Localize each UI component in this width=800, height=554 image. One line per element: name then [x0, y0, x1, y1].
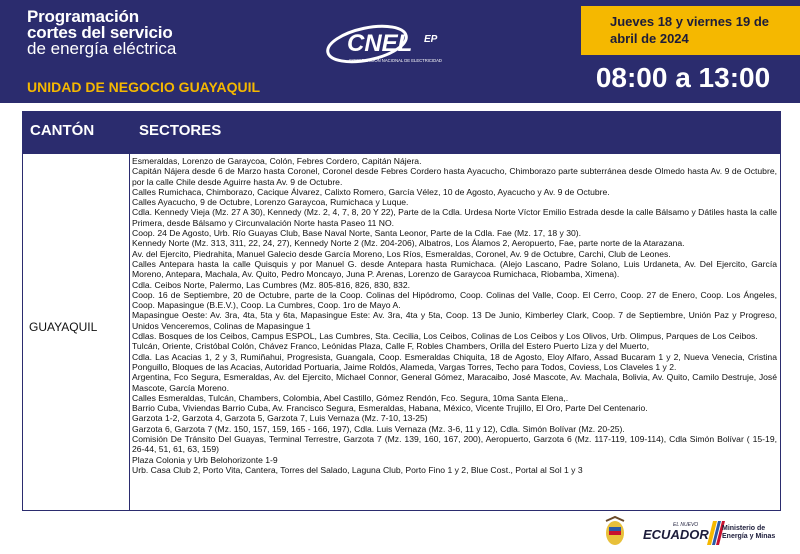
title-line-1: Programación [27, 7, 139, 26]
time-range: 08:00 a 13:00 [595, 62, 771, 93]
ministry-line-1: Ministerio de [722, 525, 766, 532]
sector-row: Calles Rumichaca, Chimborazo, Cacique Álvarez, Calixto Romero, García Vélez, 10 de Agosto, Ayacucho y Av. 9 de Octubre. [132, 186, 610, 197]
gov-line-2: ECUADOR [643, 527, 709, 542]
title-line-2: cortes del servicio [27, 23, 173, 42]
sector-row: Plaza Colonia y Urb Belohorizonte 1-9 [132, 454, 278, 465]
canton-cell: GUAYAQUIL [29, 320, 98, 334]
title-line-3: de energía eléctrica [27, 39, 177, 58]
sector-row: Argentina, Fco Segura, Esmeraldas, Av. del Ejercito, Michael Connor, General Gómez, Maracaibo, José Mascote, Av. Machala, Bolivia, Av. Quito, Camilo Destruje, José Mascote, García Moreno. [132, 372, 777, 393]
column-divider [129, 154, 130, 510]
sector-row: Urb. Casa Club 2, Porto Vita, Cantera, Torres del Salado, Laguna Club, Porto Fino 1 y 2, Blue Cost., Portal al Sol 1 y 3 [132, 464, 583, 475]
date-line-1: Jueves 18 y viernes 19 de [610, 14, 770, 29]
date-box [581, 6, 800, 55]
sector-row: Calles Ayacucho, 9 de Octubre, Lorenzo Garaycoa, Rumichaca y Luque. [132, 197, 409, 208]
sector-row: Cdla. Las Acacias 1, 2 y 3, Rumiñahui, Progresista, Guangala, Coop. Esmeraldas Chiquita, 18 de Agosto, Eloy Alfaro, Assad Bucaram 1 y 2, Nueva Venecia, Cristina Ponguillo, Bloques de las Acacias, Autoridad Portuaria, Jaime Roldós, Alameda, Vargas Torres, Techo para Todos, Coviess, Los Claveles 1 y 2. [132, 351, 777, 372]
gov-line-1: EL NUEVO [673, 522, 699, 528]
logo-brand: CNEL [347, 30, 413, 57]
ministry-label [722, 525, 782, 541]
sector-row: Barrio Cuba, Viviendas Barrio Cuba, Av. Francisco Segura, Esmeraldas, Habana, México, Vicente Trujillo, El Oro, Parte Del Centenario. [132, 403, 648, 414]
sector-row: Garzota 1-2, Garzota 4, Garzota 5, Garzota 7, Luis Vernaza (Mz. 7-10, 13-25) [132, 413, 428, 424]
sector-row: Cdla. Kennedy Vieja (Mz. 27 A 30), Kennedy (Mz. 2, 4, 7, 8, 20 Y 22), Parte de la Cdla. Urdesa Norte Víctor Emilio Estrada desde la calle Bálsamo y Dátiles hasta la calle Primera, desde Bálsamo y Circunvalación Norte hasta Paseo 11 NO. [132, 207, 777, 228]
sector-row: Cdla. Ceibos Norte, Palermo, Las Cumbres (Mz. 805-816, 826, 830, 832. [132, 279, 411, 290]
table-header [23, 112, 780, 154]
sectors-cell [132, 156, 777, 475]
sector-row: Av. del Ejercito, Piedrahita, Manuel Galecio desde García Moreno, Los Ríos, Esmeraldas, Coronel, Av. 9 de Octubre, Carchi, Club de Leones. [132, 248, 671, 259]
date-line-2: abril de 2024 [610, 31, 689, 46]
sector-row: Esmeraldas, Lorenzo de Garaycoa, Colón, Febres Cordero, Capitán Nájera. [132, 156, 422, 166]
business-unit-label: UNIDAD DE NEGOCIO GUAYAQUIL [27, 79, 261, 95]
sector-row: Comisión De Tránsito Del Guayas, Terminal Terrestre, Garzota 7 (Mz. 139, 160, 167, 200), Aeropuerto, Garzota 6 (Mz. 117-119, 109-114), Cdla Simón Bolívar ( 15-19, 26-44, 51, 61, 63, 159) [132, 434, 777, 455]
logo-tagline: CORPORACIÓN NACIONAL DE ELECTRICIDAD [349, 58, 442, 63]
sector-row: Calles Antepara hasta la calle Quisquis y por Manuel G. desde Antepara hasta Rumichaca. (Alejo Lascano, Padre Solano, Luis Urdaneta, Av. Del Ejercito, García Moreno, Antepara, Machala, Av. Quito, Pedro Moncayo, Juna P. Arenas, Lorenzo de Garaycoa Rumichaca, Riobamba, Ximena). [132, 258, 777, 280]
sector-row: Mapasingue Oeste: Av. 3ra, 4ta, 5ta y 6ta, Mapasingue Este: Av. 3ra, 4ta y 5ta, Coop. 13 De Junio, Kimberley Clark, Coop. 7 de Septiembre, Unión Paz y Progreso, Unidos Venceremos, Colinas de Mapasingue 1 [132, 310, 777, 331]
cnel-logo [325, 22, 500, 68]
column-header-sectors: SECTORES [139, 122, 222, 139]
ministry-line-2: Energía y Minas [722, 533, 776, 540]
coat-of-arms-icon [606, 517, 624, 545]
header-banner [0, 0, 800, 103]
schedule-table [22, 111, 781, 511]
sector-row: Capitán Nájera desde 6 de Marzo hasta Coronel, Coronel desde Febres Cordero hasta Ayacucho, Chimborazo parte subterránea desde Olmedo hasta Av. 9 de Octubre, por la calle Chile desde Aguirre hasta Av. 9 de Octubre. [132, 166, 777, 187]
sector-row: Calles Esmeraldas, Tulcán, Chambers, Colombia, Abel Castillo, Gómez Rendón, Fco. Segura, 10ma Santa Elena,. [132, 392, 569, 403]
page-title [27, 9, 176, 57]
column-header-canton: CANTÓN [30, 122, 95, 139]
sector-row: Coop. 16 de Septiembre, 20 de Octubre, parte de la Coop. Colinas del Hipódromo, Coop. Colinas del Valle, Coop. El Cerro, Coop. 27 de Enero, Coop. Los Ángeles, Coop. Mapasingue (B.E.V.), Coop. La Cumbres, Coop. 1ro de Mayo A. [132, 289, 777, 311]
sector-row: Kennedy Norte (Mz. 313, 311, 22, 24, 27), Kennedy Norte 2 (Mz. 204-206), Albatros, Los Álamos 2, Aeropuerto, Fae, parte norte de la Atarazana. [132, 238, 685, 249]
sector-row: Tulcán, Oriente, Cristóbal Colón, Chávez Franco, Leónidas Plaza, Calle F, Robles Chambers, Orilla del Estero Puerto Liza y del Muerto, [132, 341, 649, 352]
sector-row: Cdlas. Bosques de los Ceibos, Campus ESPOL, Las Cumbres, Sta. Cecilia, Los Ceibos, Colinas de Los Ceibos y Los Olivos, Urb. Olimpus, Parques de Los Ceibos. [132, 331, 758, 342]
sector-row: Coop. 24 De Agosto, Urb. Río Guayas Club, Base Naval Norte, Santa Leonor, Parte de la Cdla. Fae (Mz. 17, 18 y 30). [132, 228, 582, 239]
sector-row: Garzota 6, Garzota 7 (Mz. 150, 157, 159, 165 - 166, 197), Cdla. Luis Vernaza (Mz. 3-6, 11 y 12), Cdla. Simón Bolívar (Mz. 20-25). [132, 423, 625, 434]
logo-suffix: EP [424, 34, 438, 45]
